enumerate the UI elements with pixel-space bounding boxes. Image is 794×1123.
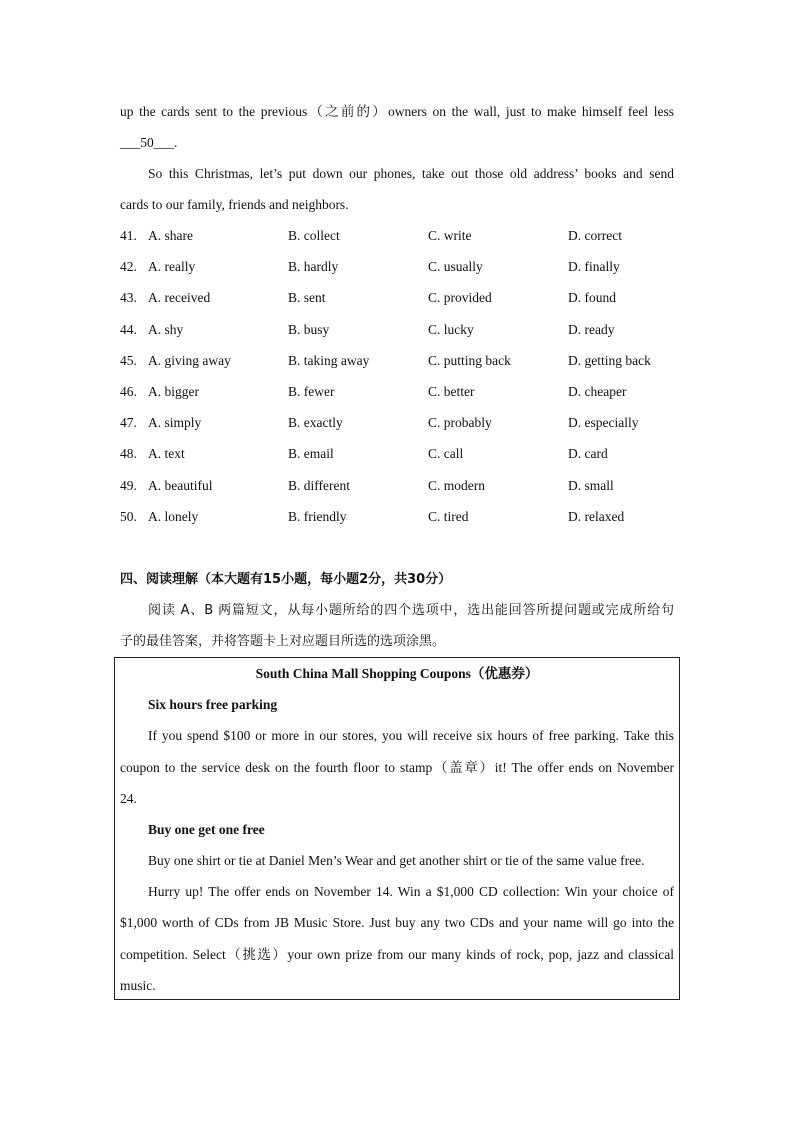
- option-b: B. different: [288, 477, 350, 493]
- option-a: A. simply: [148, 415, 202, 431]
- option-c: C. probably: [428, 415, 492, 431]
- question-number: 42.: [120, 259, 137, 275]
- option-c: C. write: [428, 228, 472, 243]
- question-number: 44.: [120, 321, 137, 337]
- coupon-text: music.: [120, 978, 156, 993]
- option-c: C. tired: [428, 508, 469, 524]
- question-row: [0, 227, 794, 245]
- passage-line: cards to our family, friends and neighbors.: [120, 197, 349, 212]
- coupon-text: $1,000 worth of CDs from JB Music Store. Just buy any two CDs and your name will go into the: [120, 915, 674, 930]
- option-c: C. provided: [428, 290, 492, 306]
- option-d: D. relaxed: [568, 508, 625, 524]
- coupon-text: If you spend $100 or more in our stores, you will receive six hours of free parking. Take this: [148, 728, 674, 743]
- question-number: 41.: [120, 228, 137, 243]
- section-heading: 四、阅读理解（本大题有15小题，每小题2分，共30分）: [120, 572, 452, 587]
- option-a: A. lonely: [148, 508, 199, 524]
- coupon-text: Buy one shirt or tie at Daniel Men’s Wear and get another shirt or tie of the same value free.: [148, 853, 645, 868]
- option-b: B. taking away: [288, 352, 370, 368]
- option-a: A. bigger: [148, 384, 199, 399]
- answer-blank: [120, 134, 177, 152]
- blank-number: 50: [140, 135, 154, 150]
- passage-line: up the cards sent to the previous（之前的）owners on the wall, just to make himself feel less: [120, 104, 674, 119]
- option-b: B. sent: [288, 290, 326, 306]
- blank-underline: ___.: [153, 135, 178, 150]
- option-a: A. received: [148, 290, 211, 306]
- option-b: B. busy: [288, 321, 330, 337]
- option-a: A. beautiful: [148, 477, 213, 493]
- question-row: [0, 445, 794, 463]
- question-row: [0, 508, 794, 526]
- question-row: [0, 258, 794, 276]
- option-b: B. exactly: [288, 415, 343, 431]
- option-a: A. really: [148, 259, 196, 275]
- coupon-subheading: Six hours free parking: [148, 697, 278, 712]
- option-d: D. getting back: [568, 352, 651, 368]
- question-number: 45.: [120, 352, 137, 368]
- option-d: D. small: [568, 477, 614, 493]
- blank-underline: ___: [120, 135, 141, 150]
- coupon-subheading: Buy one get one free: [148, 822, 265, 837]
- option-d: D. correct: [568, 228, 622, 243]
- question-number: 46.: [120, 384, 137, 399]
- question-row: [0, 414, 794, 432]
- option-c: C. better: [428, 384, 475, 399]
- question-number: 47.: [120, 415, 137, 431]
- option-b: B. hardly: [288, 259, 339, 275]
- option-d: D. card: [568, 446, 608, 462]
- question-row: [0, 289, 794, 307]
- coupon-title: South China Mall Shopping Coupons（优惠券）: [255, 666, 539, 681]
- coupon-text: coupon to the service desk on the fourth floor to stamp（盖章）it! The offer ends on November: [120, 760, 674, 775]
- question-number: 49.: [120, 477, 137, 493]
- coupon-text: competition. Select（挑选）your own prize from our many kinds of rock, pop, jazz and classical: [120, 947, 674, 962]
- option-a: A. text: [148, 446, 185, 462]
- question-number: 50.: [120, 508, 137, 524]
- option-d: D. found: [568, 290, 616, 306]
- question-number: 43.: [120, 290, 137, 306]
- option-a: A. share: [148, 228, 193, 243]
- option-d: D. ready: [568, 321, 615, 337]
- question-number: 48.: [120, 446, 137, 462]
- option-d: D. especially: [568, 415, 639, 431]
- passage-line: So this Christmas, let’s put down our phones, take out those old address’ books and send: [148, 166, 674, 181]
- option-c: C. lucky: [428, 321, 474, 337]
- instructions-line: 阅读 A、B 两篇短文，从每小题所给的四个选项中，选出能回答所提问题或完成所给句: [148, 603, 674, 618]
- option-c: C. usually: [428, 259, 483, 275]
- option-c: C. modern: [428, 477, 485, 493]
- instructions-line: 子的最佳答案，并将答题卡上对应题目所选的选项涂黑。: [120, 634, 446, 649]
- question-row: [0, 352, 794, 370]
- option-a: A. giving away: [148, 352, 231, 368]
- option-b: B. fewer: [288, 384, 335, 399]
- option-b: B. email: [288, 446, 334, 462]
- question-row: [0, 383, 794, 401]
- option-b: B. friendly: [288, 508, 347, 524]
- question-row: [0, 321, 794, 339]
- option-c: C. putting back: [428, 352, 511, 368]
- option-c: C. call: [428, 446, 464, 462]
- coupon-text: 24.: [120, 791, 137, 806]
- option-b: B. collect: [288, 228, 340, 243]
- option-d: D. cheaper: [568, 384, 627, 399]
- coupon-text: Hurry up! The offer ends on November 14. Win a $1,000 CD collection: Win your choice of: [148, 884, 674, 899]
- option-d: D. finally: [568, 259, 620, 275]
- option-a: A. shy: [148, 321, 184, 337]
- question-row: [0, 477, 794, 495]
